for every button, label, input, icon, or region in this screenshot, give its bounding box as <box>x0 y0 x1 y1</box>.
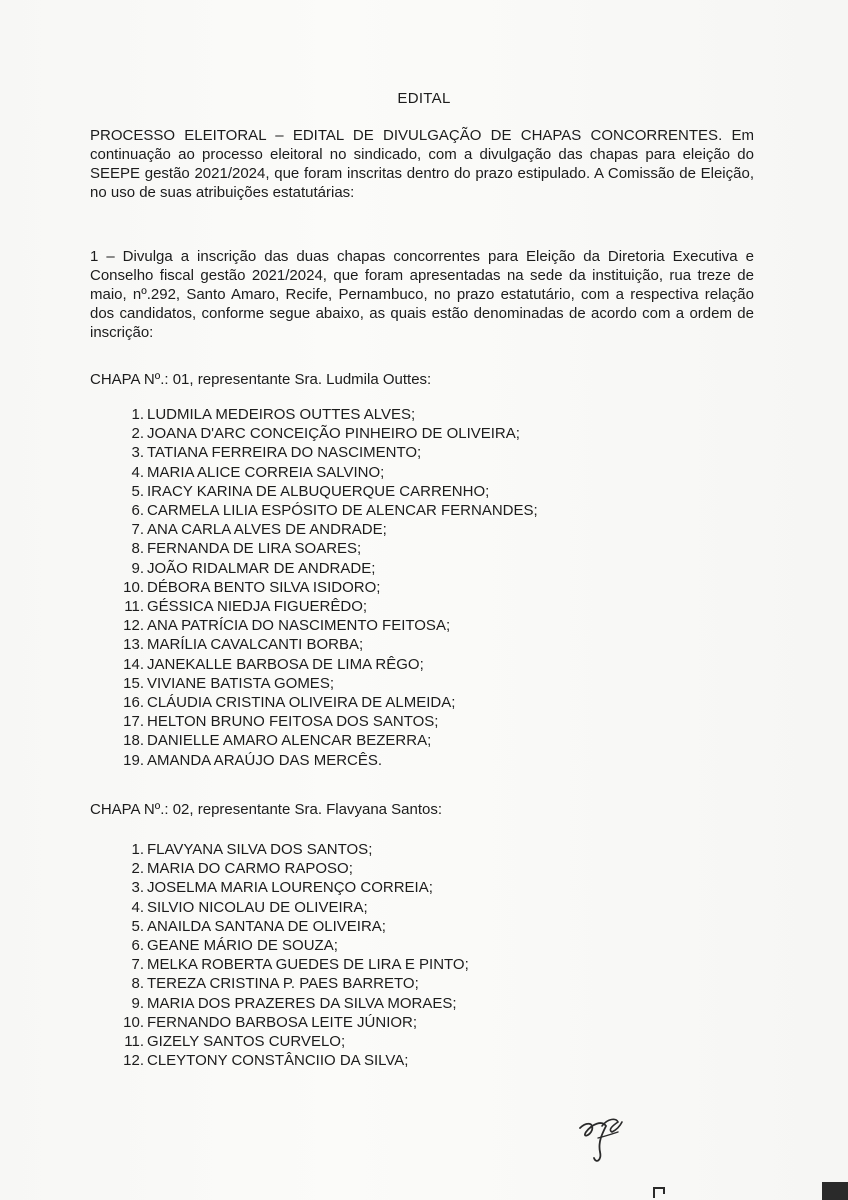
candidate-number: 16. <box>123 694 144 712</box>
candidate-number: 7. <box>131 521 144 539</box>
candidate-item <box>112 616 538 635</box>
candidate-name: FLAVYANA SILVA DOS SANTOS; <box>147 841 373 858</box>
candidate-item <box>112 994 469 1013</box>
candidate-name: DÉBORA BENTO SILVA ISIDORO; <box>147 578 381 596</box>
candidate-item <box>112 712 538 731</box>
candidate-item <box>112 443 538 462</box>
candidate-item <box>112 693 538 712</box>
candidate-name: HELTON BRUNO FEITOSA DOS SANTOS; <box>147 713 439 731</box>
candidate-item <box>112 424 538 443</box>
page-edge-mark-icon <box>650 1184 670 1200</box>
candidate-item <box>112 859 469 878</box>
candidate-item <box>112 1032 469 1051</box>
candidate-name: MELKA ROBERTA GUEDES DE LIRA E PINTO; <box>147 956 469 974</box>
candidate-item <box>112 1013 469 1032</box>
candidate-name: JOANA D'ARC CONCEIÇÃO PINHEIRO DE OLIVEIRA; <box>147 425 520 443</box>
candidate-number: 2. <box>131 425 144 443</box>
candidate-name: CLEYTONY CONSTÂNCIIO DA SILVA; <box>147 1052 409 1070</box>
corner-shadow <box>822 1182 848 1200</box>
candidate-number: 19. <box>123 751 144 769</box>
candidate-number: 17. <box>123 713 144 731</box>
candidate-item <box>112 539 538 558</box>
item-1-paragraph: 1 – Divulga a inscrição das duas chapas concorrentes para Eleição da Diretoria Executiva e Conselho fiscal gestão 2021/2024, que foram apresentadas na sede da instituição, rua treze de maio, nº.292, Santo Amaro, Recife, Pernambuco, no prazo estatutário, com a respectiva relação dos candidatos, conforme segue abaixo, as quais estão denominadas de acordo com a ordem de inscrição: <box>90 248 754 341</box>
candidate-number: 5. <box>131 482 144 500</box>
chapa-2-candidate-list <box>112 840 469 1070</box>
candidate-item <box>112 501 538 520</box>
candidate-name: TATIANA FERREIRA DO NASCIMENTO; <box>147 444 422 462</box>
candidate-name: GÉSSICA NIEDJA FIGUERÊDO; <box>147 598 368 616</box>
candidate-number: 11. <box>124 598 144 616</box>
chapa-2-heading: CHAPA Nº.: 02, representante Sra. Flavyana Santos: <box>90 801 443 818</box>
candidate-item <box>112 974 469 993</box>
candidate-number: 9. <box>131 559 144 577</box>
candidate-item <box>112 936 469 955</box>
candidate-name: ANAILDA SANTANA DE OLIVEIRA; <box>147 917 386 935</box>
candidate-item <box>112 463 538 482</box>
candidate-item <box>112 520 538 539</box>
candidate-number: 7. <box>131 956 144 974</box>
intro-paragraph: PROCESSO ELEITORAL – EDITAL DE DIVULGAÇÃO DE CHAPAS CONCORRENTES. Em continuação ao processo eleitoral no sindicado, com a divulgação das chapas para eleição do SEEPE gestão 2021/2024, que foram inscritas dentro do prazo estipulado. A Comissão de Eleição, no uso de suas atribuições estatutárias: <box>90 127 754 201</box>
candidate-name: JOSELMA MARIA LOURENÇO CORREIA; <box>147 879 433 897</box>
candidate-name: VIVIANE BATISTA GOMES; <box>147 674 334 692</box>
candidate-number: 11. <box>124 1033 144 1051</box>
candidate-name: ANA PATRÍCIA DO NASCIMENTO FEITOSA; <box>147 617 451 635</box>
candidate-name: FERNANDA DE LIRA SOARES; <box>147 540 362 558</box>
candidate-item <box>112 655 538 674</box>
candidate-number: 18. <box>123 732 144 750</box>
candidate-item <box>112 674 538 693</box>
candidate-number: 1. <box>131 406 144 423</box>
candidate-name: DANIELLE AMARO ALENCAR BEZERRA; <box>147 732 432 750</box>
candidate-item <box>112 482 538 501</box>
candidate-number: 6. <box>131 937 144 955</box>
candidate-name: MARIA ALICE CORREIA SALVINO; <box>147 463 385 481</box>
candidate-number: 5. <box>131 917 144 935</box>
candidate-name: LUDMILA MEDEIROS OUTTES ALVES; <box>147 406 416 423</box>
candidate-item <box>112 917 469 936</box>
candidate-item <box>112 840 469 859</box>
chapa-1-heading: CHAPA Nº.: 01, representante Sra. Ludmila Outtes: <box>90 371 432 388</box>
candidate-name: ANA CARLA ALVES DE ANDRADE; <box>147 521 387 539</box>
candidate-number: 4. <box>131 898 144 916</box>
candidate-number: 3. <box>131 444 144 462</box>
candidate-item <box>112 405 538 424</box>
candidate-number: 12. <box>123 617 144 635</box>
candidate-item <box>112 1051 469 1070</box>
candidate-item <box>112 731 538 750</box>
candidate-item <box>112 597 538 616</box>
candidate-name: GIZELY SANTOS CURVELO; <box>147 1033 346 1051</box>
candidate-name: MARIA DO CARMO RAPOSO; <box>147 860 353 878</box>
candidate-item <box>112 898 469 917</box>
document-title: EDITAL <box>397 90 451 107</box>
candidate-name: SILVIO NICOLAU DE OLIVEIRA; <box>147 898 368 916</box>
candidate-number: 9. <box>131 994 144 1012</box>
candidate-name: JANEKALLE BARBOSA DE LIMA RÊGO; <box>147 655 424 673</box>
candidate-number: 13. <box>123 636 144 654</box>
handwritten-initials-icon <box>572 1108 632 1168</box>
candidate-item <box>112 955 469 974</box>
candidate-number: 8. <box>131 975 144 993</box>
candidate-number: 10. <box>123 578 144 596</box>
candidate-name: MARIA DOS PRAZERES DA SILVA MORAES; <box>147 994 457 1012</box>
candidate-number: 14. <box>123 655 144 673</box>
candidate-item <box>112 751 538 770</box>
candidate-number: 10. <box>123 1013 144 1031</box>
candidate-name: MARÍLIA CAVALCANTI BORBA; <box>147 636 364 654</box>
candidate-item <box>112 635 538 654</box>
candidate-number: 3. <box>131 879 144 897</box>
candidate-number: 2. <box>131 860 144 878</box>
candidate-name: TEREZA CRISTINA P. PAES BARRETO; <box>147 975 419 993</box>
candidate-number: 15. <box>123 674 144 692</box>
chapa-1-candidate-list <box>112 405 538 770</box>
candidate-name: IRACY KARINA DE ALBUQUERQUE CARRENHO; <box>147 482 490 500</box>
candidate-item <box>112 878 469 897</box>
candidate-number: 4. <box>131 463 144 481</box>
candidate-number: 1. <box>131 841 144 858</box>
candidate-name: FERNANDO BARBOSA LEITE JÚNIOR; <box>147 1013 418 1031</box>
candidate-name: GEANE MÁRIO DE SOUZA; <box>147 937 338 955</box>
candidate-item <box>112 578 538 597</box>
candidate-number: 12. <box>123 1052 144 1070</box>
candidate-name: CLÁUDIA CRISTINA OLIVEIRA DE ALMEIDA; <box>147 694 456 712</box>
candidate-name: JOÃO RIDALMAR DE ANDRADE; <box>147 559 376 577</box>
candidate-item <box>112 559 538 578</box>
candidate-name: AMANDA ARAÚJO DAS MERCÊS. <box>147 751 383 769</box>
candidate-number: 6. <box>131 502 144 520</box>
candidate-name: CARMELA LILIA ESPÓSITO DE ALENCAR FERNANDES; <box>147 502 538 520</box>
candidate-number: 8. <box>131 540 144 558</box>
